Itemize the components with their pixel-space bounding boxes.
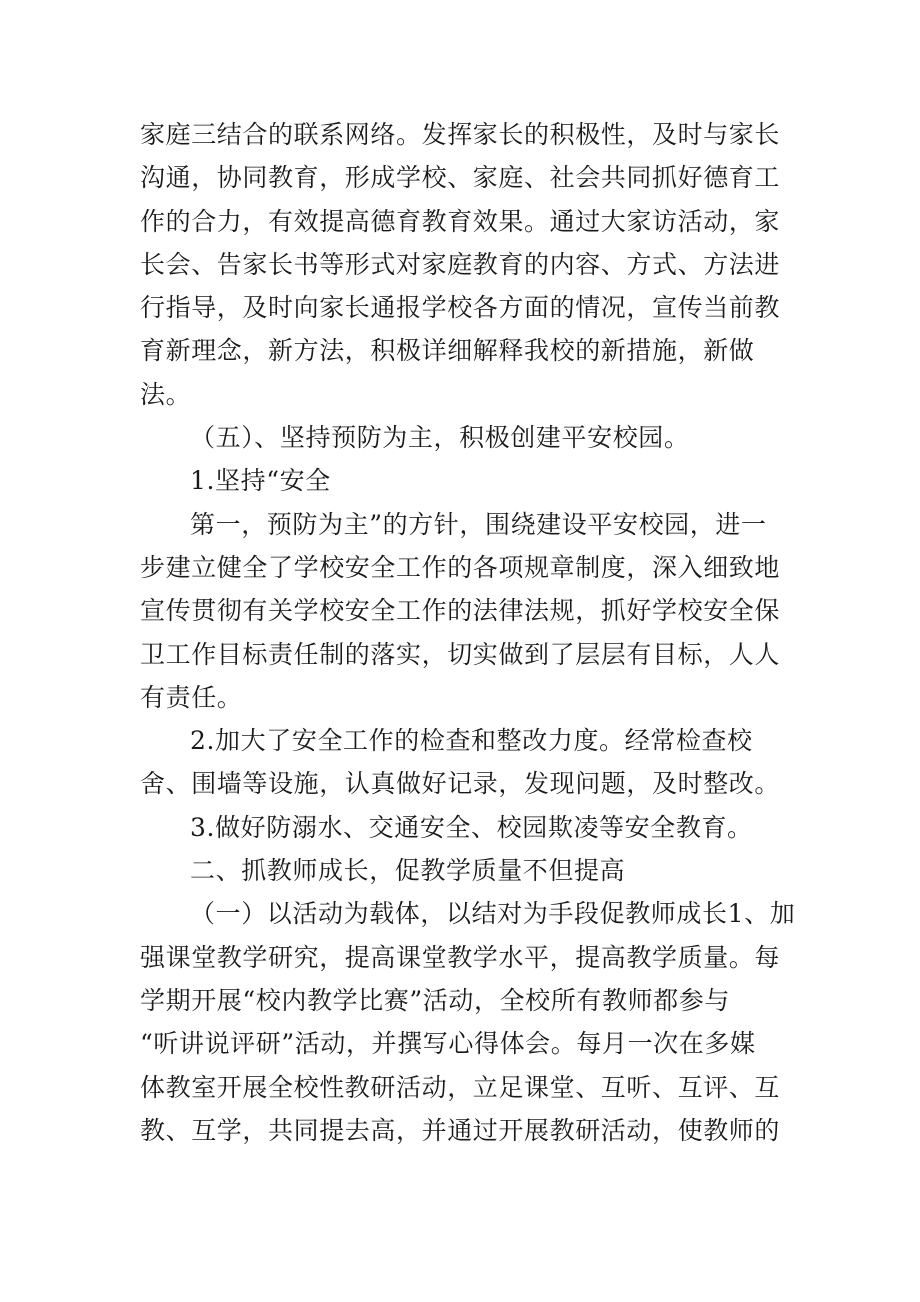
text-line: 学期开展“校内教学比赛”活动，全校所有教师都参与 [140,985,730,1015]
text-line: 强课堂教学研究，提高课堂教学水平，提高教学质量。每 [140,942,781,972]
text-line: 长会、告家长书等形式对家庭教育的内容、方式、方法进 [140,249,781,279]
list-item: 3.做好防溺水、交通安全、校园欺凌等安全教育。 [190,812,753,842]
list-item: 2.加大了安全工作的检查和整改力度。经常检查校 [190,726,753,756]
text-line: 教、互学，共同提去高，并通过开展教研活动，使教师的 [140,1115,781,1145]
list-item-heading: 1.坚持“安全 [190,466,331,496]
text-line: “听讲说评研”活动，并撰写心得体会。每月一次在多媒 [140,1029,756,1059]
section-heading: （五）、坚持预防为主，积极创建平安校园。 [190,423,690,453]
text-line: 卫工作目标责任制的落实，切实做到了层层有目标，人人 [140,639,781,669]
document-body [140,113,796,1152]
text-line: 体教室开展全校性教研活动，立足课堂、互听、互评、互 [140,1072,781,1102]
text-line: 有责任。 [140,682,243,712]
text-line: 步建立健全了学校安全工作的各项规章制度，深入细致地 [140,552,781,582]
text-line: 育新理念，新方法，积极详细解释我校的新措施，新做 [140,336,755,366]
text-line: 舍、围墙等设施，认真做好记录，发现问题，及时整改。 [140,769,781,799]
subsection-paragraph: （一）以活动为载体，以结对为手段促教师成长1、加 [190,899,796,929]
text-line: 家庭三结合的联系网络。发挥家长的积极性，及时与家长 [140,120,781,149]
text-line: 第一，预防为主”的方针，围绕建设平安校园，进一 [190,509,767,539]
text-line: 法。 [140,379,192,409]
text-line: 沟通，协同教育，形成学校、家庭、社会共同抓好德育工 [140,163,781,193]
text-line: 行指导，及时向家长通报学校各方面的情况，宣传当前教 [140,293,781,323]
section-heading: 二、抓教师成长，促教学质量不但提高 [190,856,626,886]
text-line: 宣传贯彻有关学校安全工作的法律法规，抓好学校安全保 [140,596,781,626]
text-line: 作的合力，有效提高德育教育效果。通过大家访活动，家 [140,206,781,236]
